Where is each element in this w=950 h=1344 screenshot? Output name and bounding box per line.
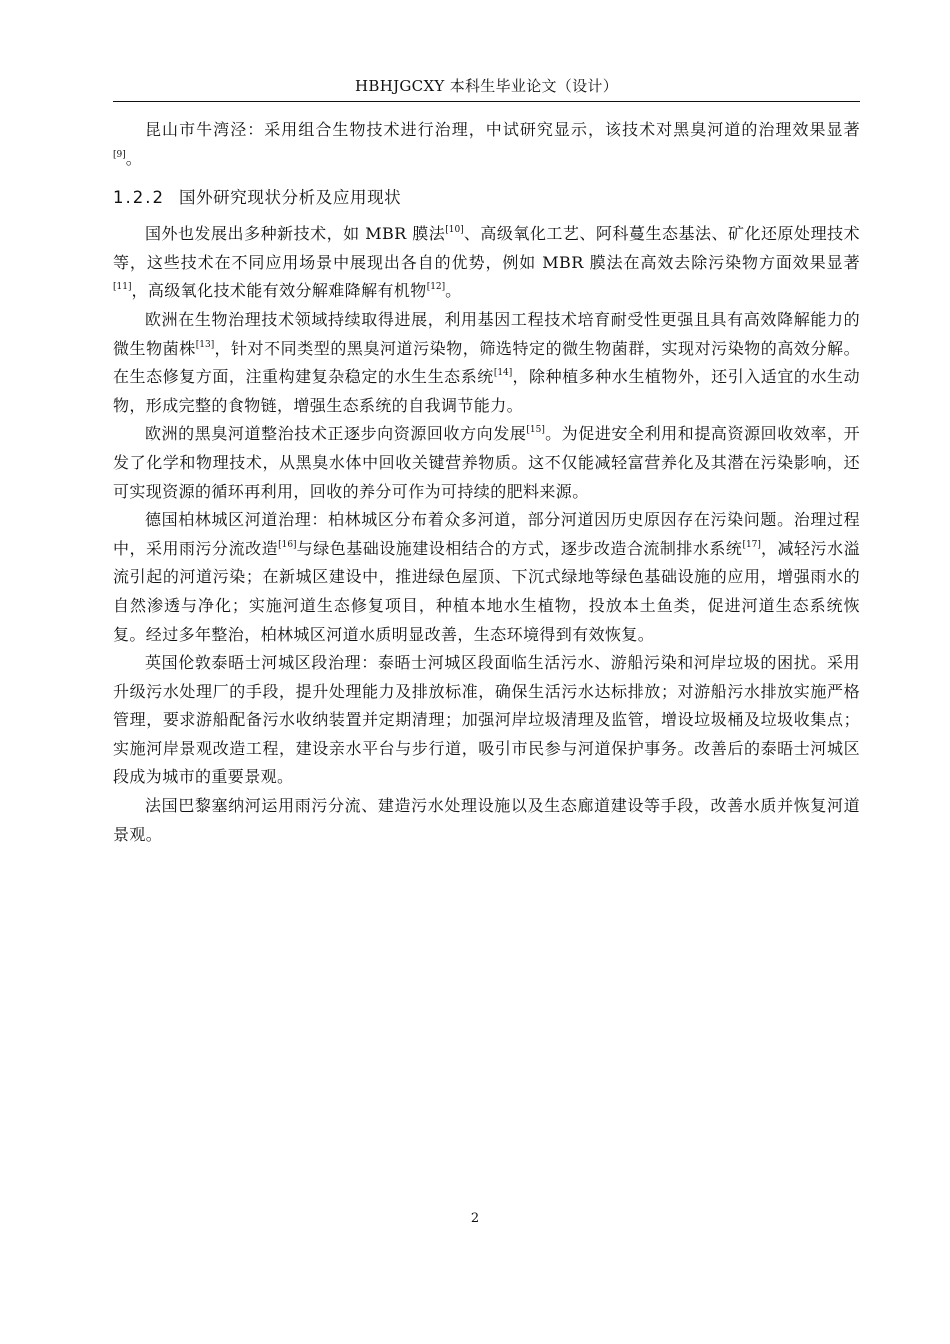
section-heading (113, 185, 860, 211)
paragraph-text: 欧洲在生物治理技术领域持续取得进展，利用基因工程技术培育耐受性更强且具有高效降解能力的微生物菌株 (113, 309, 860, 358)
page-body (113, 116, 860, 849)
paragraph-text: ，针对不同类型的黑臭河道污染物，筛选特定的微生物菌群，实现对污染物的高效分解。在生态修复方面，注重构建复杂稳定的水生生态系统 (113, 338, 860, 387)
citation-ref: [14] (493, 368, 513, 379)
running-header: HBHJGCXY 本科生毕业论文（设计） (354, 77, 618, 95)
citation-ref: [12] (426, 282, 446, 293)
citation-ref: [13] (195, 339, 215, 350)
paragraph-text: 德国柏林城区河道治理：柏林城区分布着众多河道，部分河道因历史原因存在污染问题。治理过程中，采用雨污分流改造 (113, 510, 860, 558)
paragraph-text: 。 (445, 281, 462, 301)
paragraph-text: 英国伦敦泰晤士河城区段治理：泰晤士河城区段面临生活污水、游船污染和河岸垃圾的困扰。采用升级污水处理厂的手段，提升处理能力及排放标准，确保生活污水达标排放；对游船污水排放实施严格管理，要求游船配备污水收纳装置并定期清理；加强河岸垃圾清理及监管，增设垃圾桶及垃圾收集点；实施河岸景观改造工程，建设亲水平台与步行道，吸引市民参与河道保护事务。改善后的泰晤士河城区段成为城市的重要景观。 (113, 653, 860, 787)
paragraph-text: 与绿色基础设施建设相结合的方式，逐步改造合流制排水系统 (296, 538, 743, 558)
body-paragraph (113, 306, 860, 420)
body-paragraph (113, 506, 860, 649)
citation-ref: [17] (742, 539, 761, 550)
body-paragraph (113, 420, 860, 506)
header-rule (113, 101, 860, 102)
paragraph-text: ，减轻污水溢流引起的河道污染；在新城区建设中，推进绿色屋顶、下沉式绿地等绿色基础设施的应用，增强雨水的自然渗透与净化；实施河道生态修复项目，种植本地水生植物，投放本土鱼类，促进河道生态系统恢复。经过多年整治，柏林城区河道水质明显改善，生态环境得到有效恢复。 (113, 538, 860, 644)
citation-ref: [10] (445, 225, 464, 236)
section-title: 国外研究现状分析及应用现状 (178, 188, 402, 208)
paragraph-text: 、高级氧化工艺、阿科蔓生态基法、矿化还原处理技术等，这些技术在不同应用场景中展现出各自的优势，例如 MBR 膜法在高效去除污染物方面效果显著 (113, 224, 860, 272)
citation-ref: [9] (113, 149, 126, 160)
citation-ref: [16] (278, 539, 297, 550)
page-number: 2 (470, 1211, 480, 1226)
paragraph-text: 。 (125, 148, 143, 168)
paragraph-text: 法国巴黎塞纳河运用雨污分流、建造污水处理设施以及生态廊道建设等手段，改善水质并恢复河道景观。 (113, 796, 860, 844)
paragraph-text: ，高级氧化技术能有效分解难降解有机物 (131, 281, 427, 301)
body-paragraph (113, 220, 860, 306)
body-paragraph (113, 116, 860, 173)
paragraphs-after-section (113, 220, 860, 849)
section-number: 1.2.2 (113, 188, 165, 208)
paragraphs-before-section (113, 116, 860, 173)
citation-ref: [11] (113, 282, 132, 293)
paragraph-text: 欧洲的黑臭河道整治技术正逐步向资源回收方向发展 (145, 424, 527, 444)
body-paragraph (113, 792, 860, 849)
paragraph-text: ，除种植多种水生植物外，还引入适宜的水生动物，形成完整的食物链，增强生态系统的自我调节能力。 (113, 367, 860, 415)
citation-ref: [15] (526, 425, 545, 436)
paragraph-text: 国外也发展出多种新技术，如 MBR 膜法 (145, 224, 446, 244)
body-paragraph (113, 649, 860, 792)
paragraph-text: 昆山市牛湾泾：采用组合生物技术进行治理，中试研究显示，该技术对黑臭河道的治理效果显著 (145, 120, 860, 139)
paragraph-text: 。为促进安全利用和提高资源回收效率，开发了化学和物理技术，从黑臭水体中回收关键营养物质。这不仅能减轻富营养化及其潜在污染影响，还可实现资源的循环再利用，回收的养分可作为可持续的肥料来源。 (113, 424, 860, 501)
